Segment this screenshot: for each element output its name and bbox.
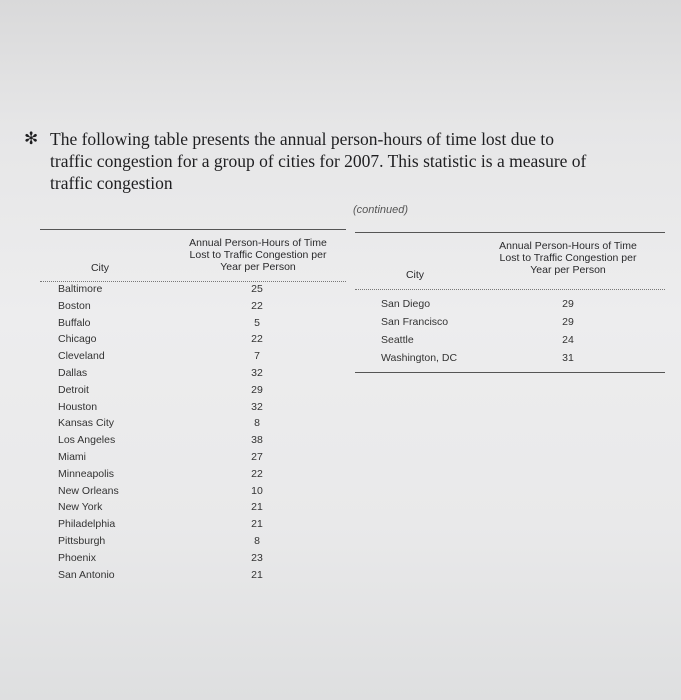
city-name: Pittsburgh — [58, 535, 106, 547]
left-header-value-line-3: Year per Person — [220, 261, 296, 273]
city-name: Detroit — [58, 383, 89, 396]
hours-value: 29 — [562, 316, 574, 328]
left-header-value-line-1: Annual Person-Hours of Time — [189, 237, 327, 249]
city-name: Philadelphia — [58, 518, 116, 531]
hours-value: 7 — [254, 350, 260, 363]
hours-value: 38 — [251, 434, 263, 447]
hours-value: 29 — [251, 383, 263, 396]
city-name: Boston — [58, 299, 91, 312]
city-name: San Francisco — [381, 316, 449, 328]
right-header-value-line-3: Year per Person — [530, 264, 606, 276]
city-name: Houston — [58, 400, 98, 413]
right-table-header-rule — [355, 289, 665, 290]
city-name: New York — [58, 501, 103, 514]
question-line-3: traffic congestion — [50, 173, 173, 193]
hours-value: 32 — [251, 400, 263, 413]
city-name: Minneapolis — [58, 467, 115, 480]
hours-value: 32 — [251, 367, 263, 379]
hours-value: 22 — [251, 333, 263, 346]
city-name: Kansas City — [58, 417, 115, 430]
hours-value: 8 — [254, 535, 260, 547]
right-table-body — [381, 298, 611, 378]
city-name: Cleveland — [58, 350, 105, 363]
city-name: San Diego — [381, 298, 431, 310]
hours-value: 31 — [562, 352, 574, 364]
city-name: Los Angeles — [58, 434, 116, 447]
city-name: Chicago — [58, 333, 97, 346]
city-name: Miami — [58, 451, 86, 463]
hours-value: 25 — [251, 283, 263, 295]
city-name: Phoenix — [58, 551, 96, 564]
right-header-value — [478, 240, 658, 276]
city-name: Baltimore — [58, 283, 103, 295]
hours-value: 21 — [251, 518, 263, 531]
hours-value: 23 — [251, 551, 263, 564]
hours-value: 29 — [562, 298, 574, 310]
right-header-city: City — [405, 269, 425, 281]
right-header-value-line-2: Lost to Traffic Congestion per — [499, 252, 637, 264]
city-name: San Antonio — [58, 568, 115, 581]
question-text — [24, 128, 644, 194]
hours-value: 27 — [251, 451, 263, 463]
city-name: Dallas — [58, 367, 88, 379]
city-name: Buffalo — [58, 316, 91, 329]
continued-label: (continued) — [353, 204, 409, 216]
city-name: New Orleans — [58, 484, 119, 497]
left-table-header-rule — [40, 281, 346, 282]
hours-value: 5 — [254, 316, 260, 329]
left-header-value-line-2: Lost to Traffic Congestion per — [189, 249, 327, 261]
hours-value: 10 — [251, 484, 263, 497]
hours-value: 21 — [251, 501, 263, 514]
asterisk-icon: ✻ — [24, 129, 39, 148]
hours-value: 24 — [562, 334, 574, 346]
city-name: Washington, DC — [381, 352, 458, 364]
left-header-city: City — [90, 262, 110, 274]
right-header-value-line-1: Annual Person-Hours of Time — [499, 240, 637, 252]
question-line-1: The following table presents the annual person-hours of time lost due to — [50, 129, 554, 149]
hours-value: 22 — [251, 467, 263, 480]
right-table-top-rule — [355, 232, 665, 233]
hours-value: 22 — [251, 299, 263, 312]
city-name: Seattle — [381, 334, 414, 346]
left-table-body — [58, 283, 308, 593]
hours-value: 8 — [254, 417, 260, 430]
hours-value: 21 — [251, 568, 263, 581]
question-line-2: traffic congestion for a group of cities for 2007. This statistic is a measure of — [50, 151, 587, 171]
left-header-value — [168, 237, 348, 273]
left-table-top-rule — [40, 229, 346, 230]
